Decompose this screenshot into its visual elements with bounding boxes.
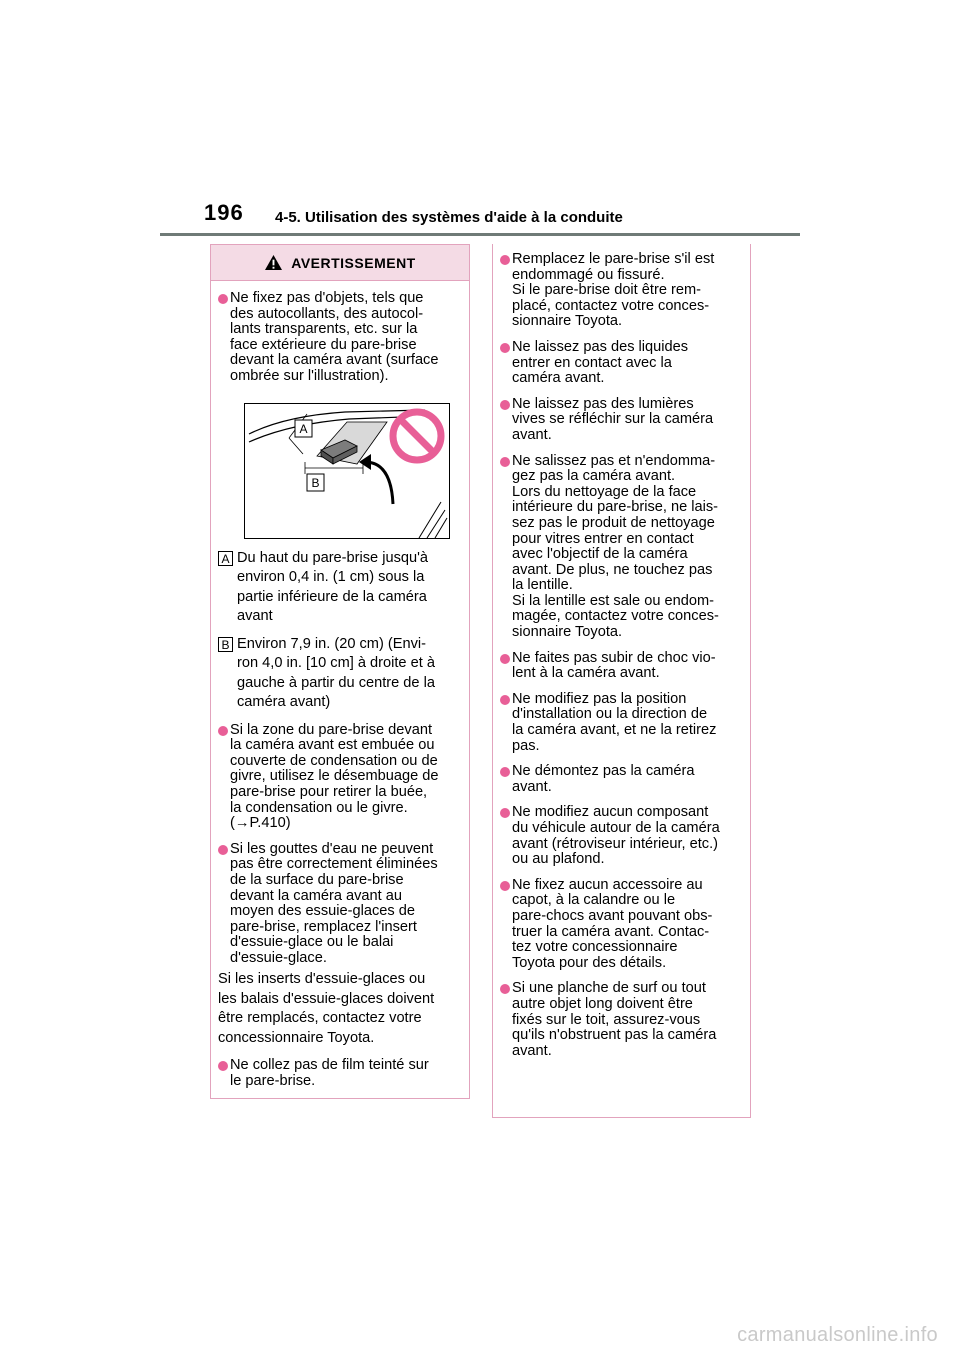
warning-triangle-icon <box>264 254 283 271</box>
right-bullet: Ne salissez pas et n'endomma- gez pas la caméra avant. Lors du nettoyage de la face intérieure du pare-brise, ne lais- sez pas le produit de nettoyage pour vitres entrer en contact avec l'objectif de la caméra avant. De plus, ne touchez pas la lentille. Si la lentille est sale ou endom- magée, contactez votre conces- sionnaire Toyota. <box>500 454 740 641</box>
warning-header <box>211 245 469 281</box>
definition-b-text: Environ 7,9 in. (20 cm) (Envi- ron 4,0 in. [10 cm] à droite et à gauche à partir du centre de la caméra avant) <box>237 635 435 711</box>
warning-bullet-stickers: Ne fixez pas d'objets, tels que des autocollants, des autocol- lants transparents, etc. sur la face extérieure du pare-brise devant la caméra avant (surface ombrée sur l'illustration). <box>218 291 459 385</box>
definition-a <box>218 549 459 627</box>
wiper-replacement-paragraph: Si les inserts d'essuie-glaces ou les balais d'essuie-glaces doivent être remplacés, contactez votre concessionnaire Toyota. <box>218 971 435 1046</box>
right-bullet: Si une planche de surf ou tout autre objet long doivent être fixés sur le toit, assurez-vous qu'ils n'obstruent pas la caméra avant. <box>500 981 740 1059</box>
warning-bullet-defog: Si la zone du pare-brise devant la caméra avant est embuée ou couverte de condensation ou de givre, utilisez le désembuage de pare-brise pour retirer la buée, la condensation ou le givre. (→P.410) <box>218 723 459 832</box>
section-title: 4-5. Utilisation des systèmes d'aide à la conduite <box>275 209 623 226</box>
warning-box <box>210 244 470 1099</box>
windshield-illustration <box>244 403 450 539</box>
right-bullet: Ne faites pas subir de choc vio- lent à la caméra avant. <box>500 651 740 682</box>
prohibition-icon <box>393 412 441 460</box>
illustration-label-a: A <box>299 421 308 436</box>
right-bullet: Ne modifiez aucun composant du véhicule autour de la caméra avant (rétroviseur intérieur, etc.) ou au plafond. <box>500 805 740 867</box>
illustration-label-b: B <box>311 475 320 490</box>
definition-a-text: Du haut du pare-brise jusqu'à environ 0,4 in. (1 cm) sous la partie inférieure de la caméra avant <box>237 549 429 625</box>
right-bullet: Ne laissez pas des liquides entrer en contact avec la caméra avant. <box>500 340 740 387</box>
right-bullet: Remplacez le pare-brise s'il est endommagé ou fissuré. Si le pare-brise doit être rem- placé, contactez votre conces- sionnaire Toyota. <box>500 252 740 330</box>
definition-a-label: A <box>218 551 233 566</box>
warning-title: AVERTISSEMENT <box>291 254 416 271</box>
watermark: carmanualsonline.info <box>737 1324 938 1346</box>
right-bullet: Ne laissez pas des lumières vives se réfléchir sur la caméra avant. <box>500 397 740 444</box>
warning-bullet-tint-film: Ne collez pas de film teinté sur le pare-brise. <box>218 1058 459 1089</box>
warning-box-continued <box>492 244 751 1118</box>
header-rule <box>160 233 800 236</box>
right-bullet: Ne fixez aucun accessoire au capot, à la calandre ou le pare-chocs avant pouvant obs- truer la caméra avant. Contac- tez votre concessionnaire Toyota pour des détails. <box>500 878 740 972</box>
page-header <box>160 200 800 236</box>
page-number: 196 <box>204 200 244 225</box>
right-bullet: Ne modifiez pas la position d'installation ou la direction de la caméra avant, et ne la retirez pas. <box>500 692 740 754</box>
definition-b-label: B <box>218 637 233 652</box>
right-bullet: Ne démontez pas la caméra avant. <box>500 764 740 795</box>
warning-bullet-wipers: Si les gouttes d'eau ne peuvent pas être correctement éliminées de la surface du pare-brise devant la caméra avant au moyen des essuie-glaces de pare-brise, remplacez l'insert d'essuie-glace ou le balai d'essuie-glace. <box>218 842 459 967</box>
definition-b <box>218 635 459 713</box>
